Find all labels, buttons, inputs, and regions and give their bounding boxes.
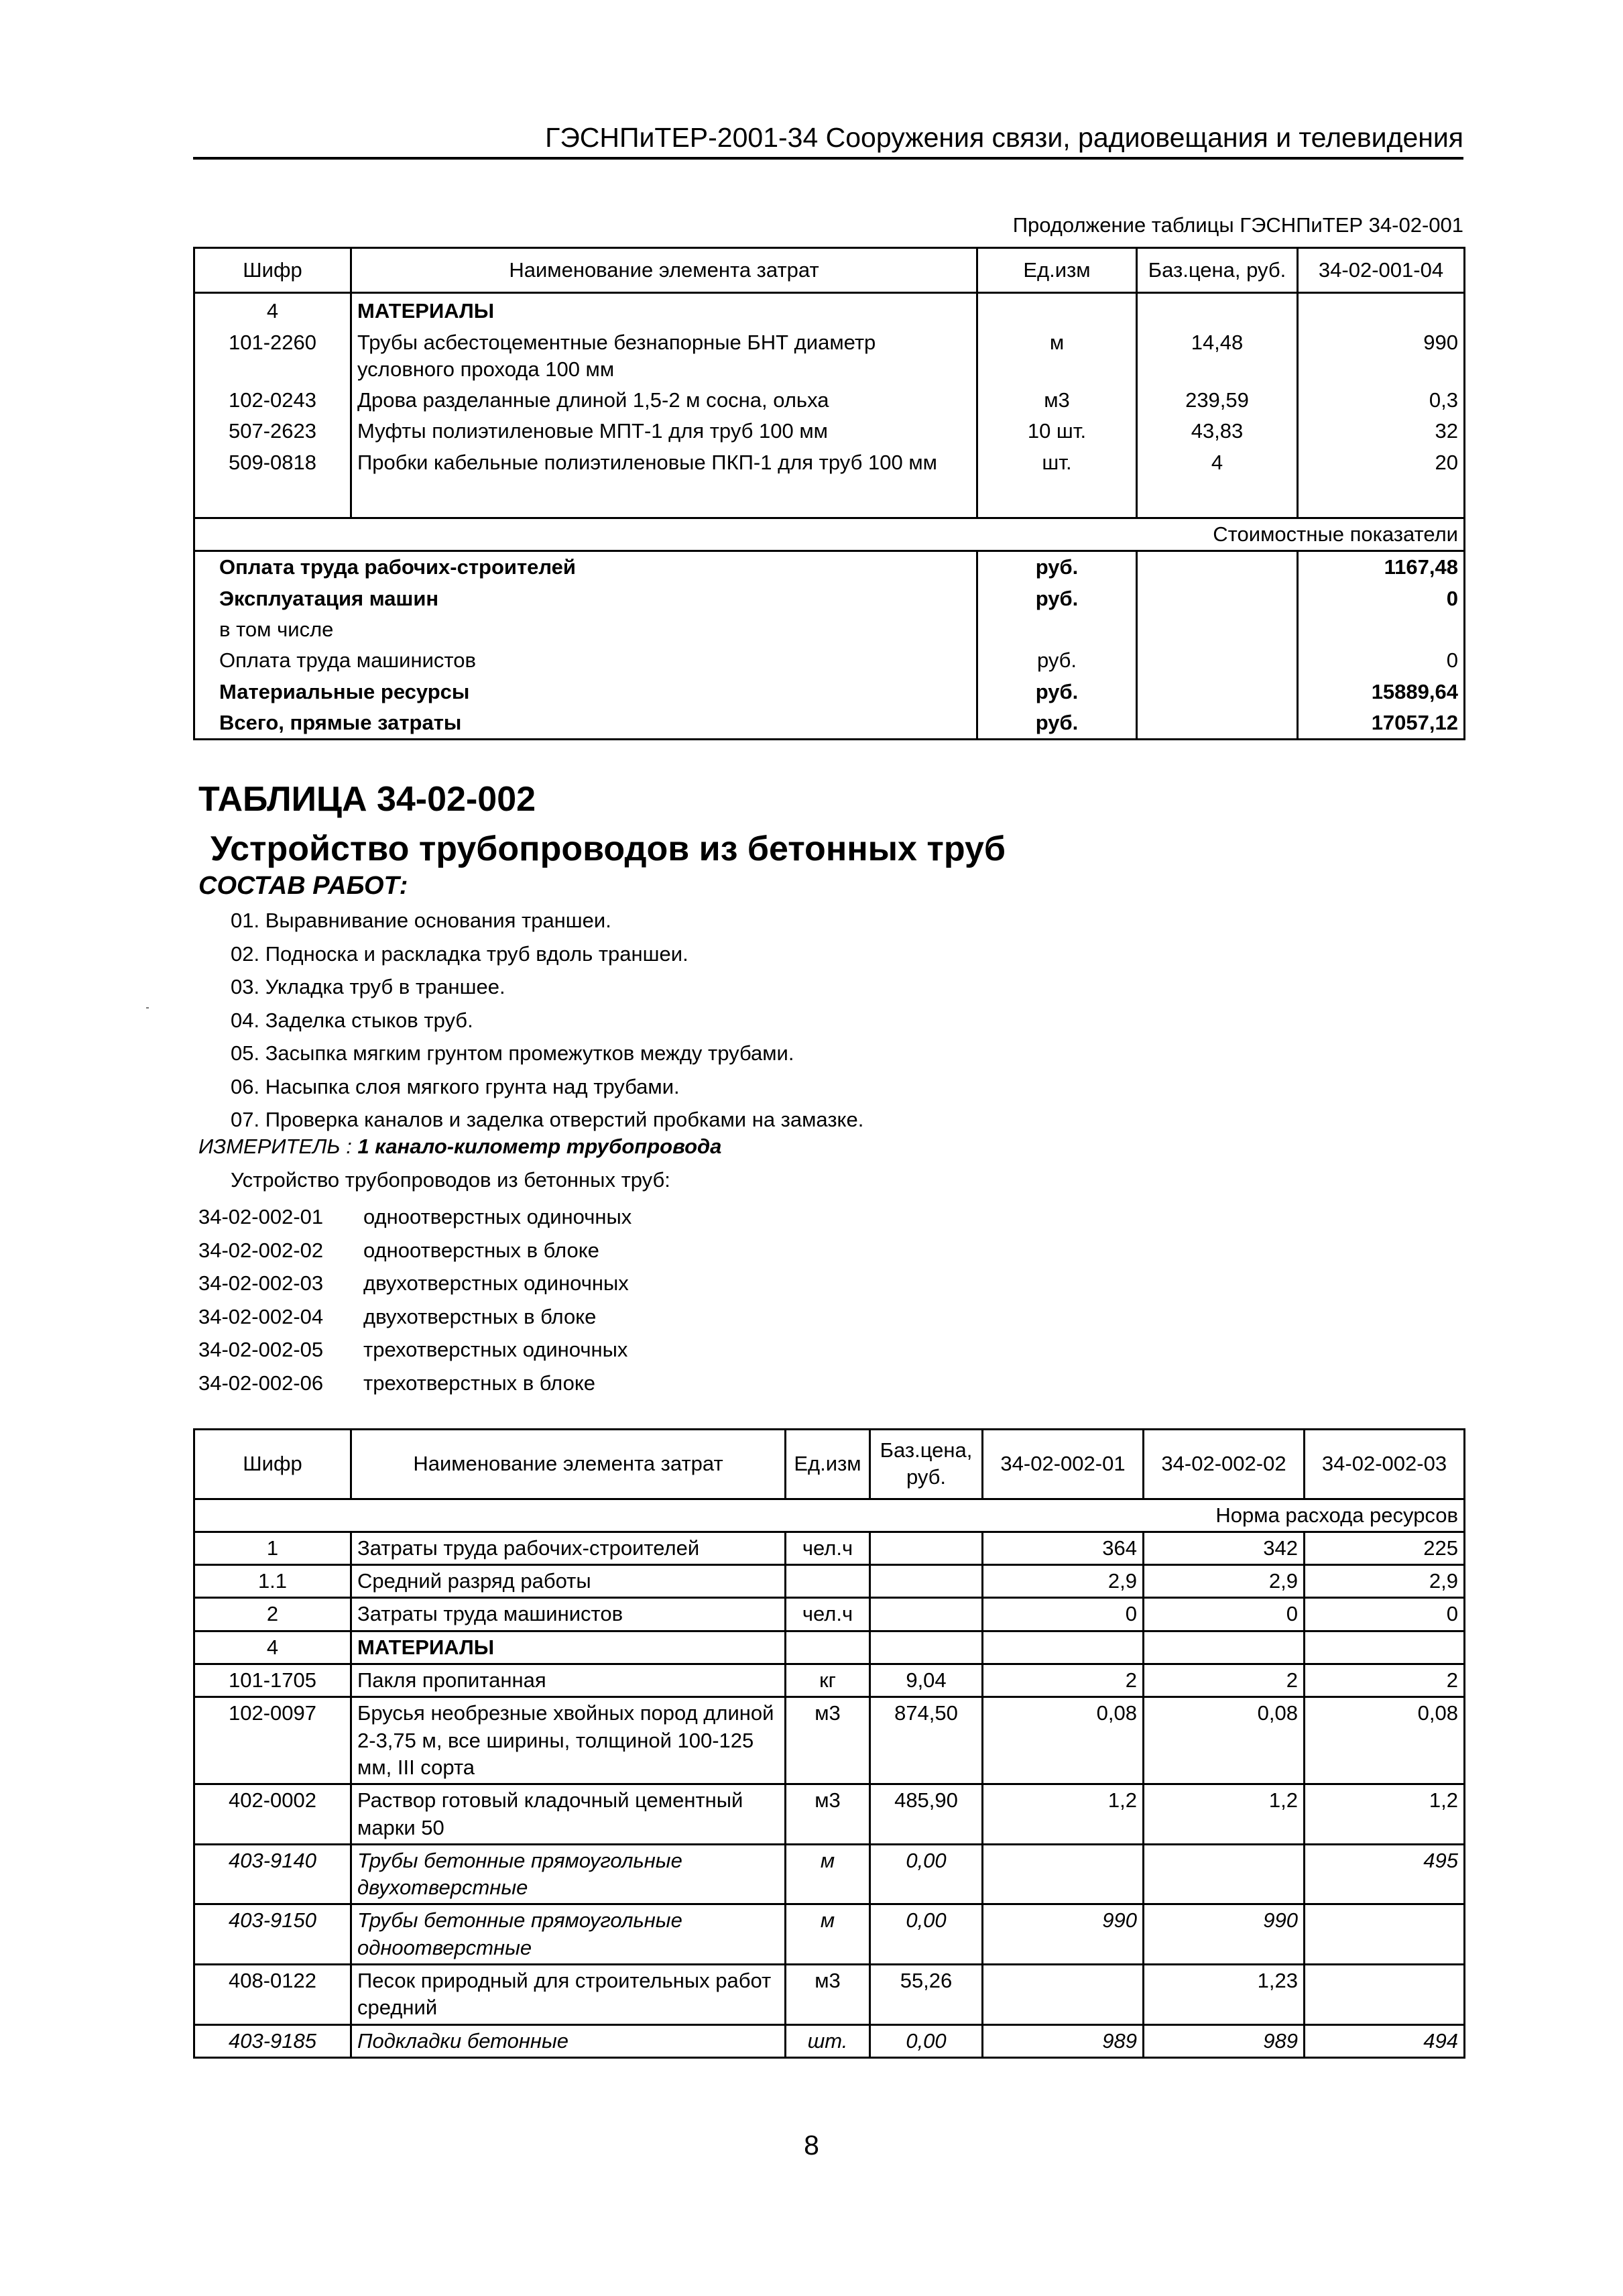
cell-name: Затраты труда машинистов [351, 1598, 786, 1631]
cell-value: 342 [1144, 1532, 1305, 1564]
cell-name: Брусья необрезные хвойных пород длиной 2-3,75 м, все ширины, толщиной 100-125 мм, III сорта [351, 1697, 786, 1784]
cell-price [870, 1565, 983, 1598]
section-label: Стоимостные показатели [194, 518, 1465, 551]
list-item: 05. Засыпка мягким грунтом промежутков между трубами. [231, 1041, 794, 1065]
group-code: 4 [194, 293, 351, 327]
header-divider [193, 157, 1463, 160]
table-row [194, 2024, 1465, 2057]
cell-unit: м3 [786, 1965, 870, 2025]
cell-value [983, 1965, 1144, 2025]
cell-value: 989 [983, 2024, 1144, 2057]
table-row [194, 1784, 1465, 1845]
table-row [194, 1565, 1465, 1598]
cell-value: 2,9 [1305, 1565, 1465, 1598]
cell-unit: м [786, 1844, 870, 1904]
cell-value: 0,08 [1305, 1697, 1465, 1784]
norm-label: Норма расхода ресурсов [194, 1499, 1465, 1532]
cell-code: 509-0818 [194, 447, 351, 478]
cell-code: 102-0097 [194, 1697, 351, 1784]
cell-value [983, 1631, 1144, 1664]
cell-unit: м3 [977, 385, 1137, 416]
resource-table-2 [193, 1428, 1465, 2059]
cell-code: 403-9185 [194, 2024, 351, 2057]
cell-unit: м [786, 1904, 870, 1965]
cell-value: 225 [1305, 1532, 1465, 1564]
summary-unit: руб. [977, 551, 1137, 583]
cell-unit: 10 шт. [977, 416, 1137, 447]
cell-price: 0,00 [870, 1904, 983, 1965]
summary-name: Оплата труда машинистов [194, 645, 977, 676]
cell-value: 0 [1305, 1598, 1465, 1631]
table-row [194, 1532, 1465, 1564]
table-row [194, 1844, 1465, 1904]
cell-value: 1,2 [1305, 1784, 1465, 1845]
list-item: 06. Насыпка слоя мягкого грунта над трубами. [231, 1074, 680, 1098]
cell-unit: шт. [977, 447, 1137, 478]
cell-value [1305, 1965, 1465, 2025]
cell-code: 1 [194, 1532, 351, 1564]
cell-value: 0,08 [983, 1697, 1144, 1784]
table-row [194, 416, 1465, 447]
table-row [194, 447, 1465, 478]
table-header-row [194, 1430, 1465, 1499]
cell-unit: чел.ч [786, 1532, 870, 1564]
item-code: 34-02-002-05 [198, 1338, 324, 1361]
codes-list [198, 1200, 632, 1399]
codes-intro: Устройство трубопроводов из бетонных труб: [231, 1168, 670, 1192]
cell-unit: кг [786, 1664, 870, 1697]
cell-price: 0,00 [870, 2024, 983, 2057]
item-code: 34-02-002-06 [198, 1371, 324, 1395]
cell-price: 485,90 [870, 1784, 983, 1845]
cell-value: 0 [983, 1598, 1144, 1631]
summary-name: в том числе [194, 614, 977, 645]
cell-name: Песок природный для строительных работ средний [351, 1965, 786, 2025]
cell-value: 1,2 [1144, 1784, 1305, 1845]
cell-value: 2,9 [1144, 1565, 1305, 1598]
cell-price [870, 1598, 983, 1631]
cell-price: 9,04 [870, 1664, 983, 1697]
cell-value: 2,9 [983, 1565, 1144, 1598]
cell-unit [786, 1631, 870, 1664]
cell-value: 0 [1144, 1598, 1305, 1631]
list-item: 07. Проверка каналов и заделка отверстий пробками на замазке. [231, 1108, 864, 1131]
cell-name: Пробки кабельные полиэтиленовые ПКП-1 для труб 100 мм [351, 447, 977, 478]
cell-name: Муфты полиэтиленовые МПТ-1 для труб 100 мм [351, 416, 977, 447]
cell-value: 20 [1298, 447, 1465, 478]
cell-name: Трубы бетонные прямоугольные одноотверстные [351, 1904, 786, 1965]
summary-value: 0 [1298, 583, 1465, 614]
cell-code: 102-0243 [194, 385, 351, 416]
summary-row [194, 677, 1465, 707]
summary-value [1298, 614, 1465, 645]
group-name: МАТЕРИАЛЫ [351, 293, 977, 327]
group-row [194, 293, 1465, 327]
cell-price [870, 1631, 983, 1664]
cell-code: 2 [194, 1598, 351, 1631]
table-caption: Продолжение таблицы ГЭСНПиТЕР 34-02-001 [1012, 213, 1463, 237]
cell-name: Трубы бетонные прямоугольные двухотверстные [351, 1844, 786, 1904]
cell-value: 990 [1144, 1904, 1305, 1965]
cell-value: 1,23 [1144, 1965, 1305, 2025]
cell-name: Трубы асбестоцементные безнапорные БНТ диаметр условного прохода 100 мм [351, 327, 977, 386]
summary-unit: руб. [977, 677, 1137, 707]
summary-unit: руб. [977, 707, 1137, 740]
cell-value [1305, 1904, 1465, 1965]
column-header: 34-02-002-02 [1144, 1430, 1305, 1499]
table-row [194, 1697, 1465, 1784]
item-desc: трехотверстных в блоке [363, 1371, 595, 1395]
column-header: Баз.цена, руб. [870, 1430, 983, 1499]
cell-value: 364 [983, 1532, 1144, 1564]
summary-row [194, 707, 1465, 740]
cell-price: 239,59 [1137, 385, 1298, 416]
summary-row [194, 645, 1465, 676]
cell-price: 14,48 [1137, 327, 1298, 386]
table-row [194, 327, 1465, 386]
item-desc: трехотверстных одиночных [363, 1338, 628, 1361]
cell-name: Раствор готовый кладочный цементный марки 50 [351, 1784, 786, 1845]
cell-unit: шт. [786, 2024, 870, 2057]
cell-unit: чел.ч [786, 1598, 870, 1631]
cell-unit: м3 [786, 1784, 870, 1845]
column-header: Наименование элемента затрат [351, 1430, 786, 1499]
cell-value: 1,2 [983, 1784, 1144, 1845]
column-header: Ед.изм [977, 248, 1137, 293]
column-header: 34-02-001-04 [1298, 248, 1465, 293]
cell-code: 402-0002 [194, 1784, 351, 1845]
cell-value: 2 [983, 1664, 1144, 1697]
cell-name: Подкладки бетонные [351, 2024, 786, 2057]
summary-row [194, 551, 1465, 583]
cell-name: Затраты труда рабочих-строителей [351, 1532, 786, 1564]
cell-code: 408-0122 [194, 1965, 351, 2025]
cell-name: Средний разряд работы [351, 1565, 786, 1598]
measure-line [198, 1135, 721, 1159]
cell-value: 989 [1144, 2024, 1305, 2057]
spacer-row [194, 478, 1465, 518]
column-header: Шифр [194, 1430, 351, 1499]
cell-value [1144, 1844, 1305, 1904]
summary-unit [977, 614, 1137, 645]
cell-unit: м [977, 327, 1137, 386]
table-row [194, 1598, 1465, 1631]
cell-value: 2 [1144, 1664, 1305, 1697]
summary-row [194, 583, 1465, 614]
list-item [198, 1234, 632, 1267]
list-item [198, 1267, 632, 1300]
scan-speck [146, 1007, 149, 1009]
page-header: ГЭСНПиТЕР-2001-34 Сооружения связи, радиовещания и телевидения [545, 122, 1463, 153]
list-item [198, 1333, 632, 1367]
cell-value: 495 [1305, 1844, 1465, 1904]
list-item [198, 1300, 632, 1334]
item-code: 34-02-002-03 [198, 1271, 324, 1295]
list-item: 01. Выравнивание основания траншеи. [231, 909, 611, 932]
cell-value [1144, 1631, 1305, 1664]
list-item: 02. Подноска и раскладка труб вдоль траншеи. [231, 941, 688, 966]
cell-price: 4 [1137, 447, 1298, 478]
summary-row [194, 614, 1465, 645]
cell-price: 43,83 [1137, 416, 1298, 447]
cell-value: 32 [1298, 416, 1465, 447]
measure-value: 1 канало-километр трубопровода [357, 1135, 722, 1158]
cell-value: 990 [1298, 327, 1465, 386]
table-row [194, 385, 1465, 416]
list-item [198, 1200, 632, 1234]
table-subtitle: Устройство трубопроводов из бетонных труб [211, 829, 1006, 868]
cell-unit [786, 1565, 870, 1598]
cell-value [1305, 1631, 1465, 1664]
column-header: 34-02-002-01 [983, 1430, 1144, 1499]
cell-price: 0,00 [870, 1844, 983, 1904]
cell-value: 0,08 [1144, 1697, 1305, 1784]
summary-value: 15889,64 [1298, 677, 1465, 707]
summary-value: 0 [1298, 645, 1465, 676]
cell-code: 403-9140 [194, 1844, 351, 1904]
column-header: 34-02-002-03 [1305, 1430, 1465, 1499]
works-list [231, 904, 863, 1137]
summary-name: Всего, прямые затраты [194, 707, 977, 740]
item-desc: двухотверстных в блоке [363, 1304, 597, 1328]
item-desc: одноотверстных одиночных [363, 1205, 632, 1228]
item-desc: двухотверстных одиночных [363, 1271, 629, 1295]
cell-value: 2 [1305, 1664, 1465, 1697]
cell-price [870, 1532, 983, 1564]
cell-value: 494 [1305, 2024, 1465, 2057]
list-item: 03. Укладка труб в траншее. [231, 975, 505, 998]
cell-code: 4 [194, 1631, 351, 1664]
list-item [198, 1367, 632, 1400]
cell-value [983, 1844, 1144, 1904]
table-header-row [194, 248, 1465, 293]
cell-price: 874,50 [870, 1697, 983, 1784]
summary-name: Эксплуатация машин [194, 583, 977, 614]
column-header: Ед.изм [786, 1430, 870, 1499]
group-name: МАТЕРИАЛЫ [351, 1631, 786, 1664]
page-number: 8 [804, 2130, 819, 2161]
works-heading: СОСТАВ РАБОТ: [198, 872, 408, 900]
column-header: Баз.цена, руб. [1137, 248, 1298, 293]
column-header: Шифр [194, 248, 351, 293]
list-item: 04. Заделка стыков труб. [231, 1008, 473, 1032]
cell-name: Пакля пропитанная [351, 1664, 786, 1697]
section-row [194, 518, 1465, 551]
summary-unit: руб. [977, 583, 1137, 614]
summary-unit: руб. [977, 645, 1137, 676]
cell-code: 1.1 [194, 1565, 351, 1598]
measure-label: ИЗМЕРИТЕЛЬ : [198, 1135, 352, 1158]
cell-price: 55,26 [870, 1965, 983, 2025]
table-title: ТАБЛИЦА 34-02-002 [198, 780, 536, 819]
summary-name: Материальные ресурсы [194, 677, 977, 707]
group-row [194, 1631, 1465, 1664]
cell-unit: м3 [786, 1697, 870, 1784]
resource-table-1 [193, 247, 1465, 740]
summary-name: Оплата труда рабочих-строителей [194, 551, 977, 583]
item-code: 34-02-002-04 [198, 1304, 324, 1328]
cell-value: 0,3 [1298, 385, 1465, 416]
summary-value: 1167,48 [1298, 551, 1465, 583]
table-row [194, 1965, 1465, 2025]
item-code: 34-02-002-02 [198, 1238, 324, 1262]
cell-code: 403-9150 [194, 1904, 351, 1965]
item-code: 34-02-002-01 [198, 1205, 324, 1228]
summary-value: 17057,12 [1298, 707, 1465, 740]
column-header: Наименование элемента затрат [351, 248, 977, 293]
item-desc: одноотверстных в блоке [363, 1238, 599, 1262]
cell-code: 101-1705 [194, 1664, 351, 1697]
cell-code: 507-2623 [194, 416, 351, 447]
cell-code: 101-2260 [194, 327, 351, 386]
norm-row [194, 1499, 1465, 1532]
cell-name: Дрова разделанные длиной 1,5-2 м сосна, ольха [351, 385, 977, 416]
cell-value: 990 [983, 1904, 1144, 1965]
table-row [194, 1664, 1465, 1697]
table-row [194, 1904, 1465, 1965]
